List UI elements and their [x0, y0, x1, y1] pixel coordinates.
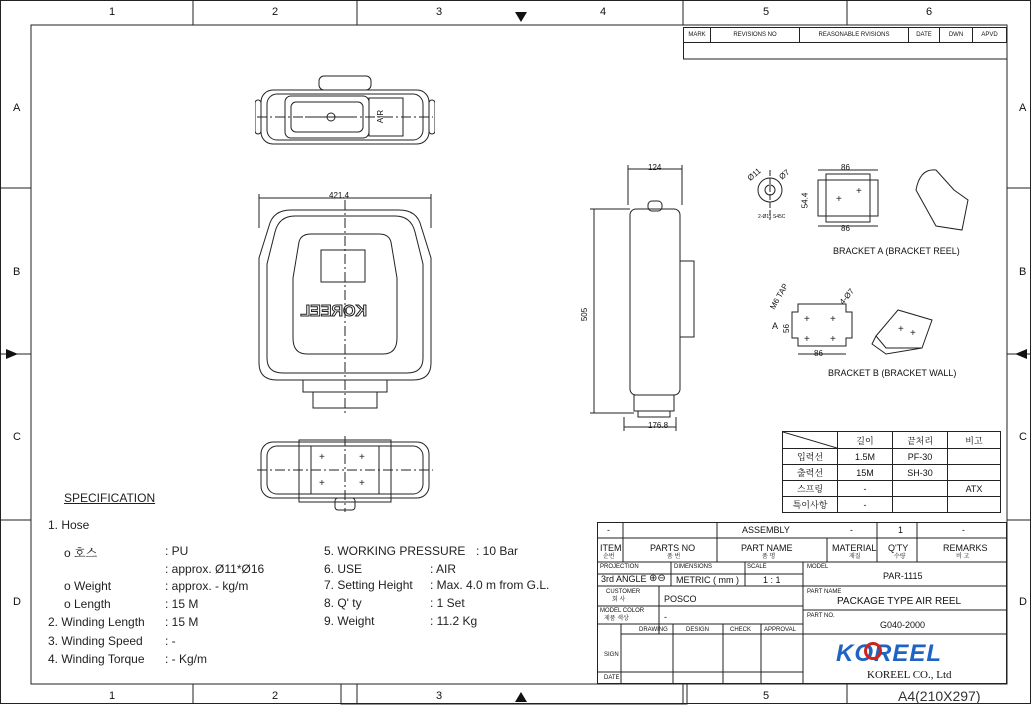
tb-part-no: PART NO. [807, 613, 835, 619]
rev-date: DATE [909, 28, 940, 43]
hose-cell [893, 481, 948, 497]
spec-title: SPECIFICATION [64, 491, 156, 505]
zone-left-c: C [13, 431, 21, 443]
tb-dash-1: - [607, 525, 610, 535]
zone-bottom-3: 3 [436, 690, 443, 702]
spec-winding-torque-label: 4. Winding Torque [48, 652, 145, 666]
tb-assembly: ASSEMBLY [742, 525, 790, 535]
tb-date: DATE [604, 675, 620, 681]
bracket-b-dim-86: 86 [814, 349, 823, 358]
hose-cell: 15M [838, 465, 893, 481]
diagonal-line [783, 432, 837, 448]
bracket-a-note: 2-Ø11 S45C [758, 214, 786, 220]
front-width-dim: 421.4 [329, 191, 350, 200]
bracket-a-dim-d7: Ø7 [777, 167, 792, 182]
koreel-logo-mark [864, 642, 882, 660]
svg-text:+: + [830, 314, 836, 325]
side-height-dim: 505 [580, 307, 590, 322]
spec-height-label: 7. Setting Height [324, 578, 413, 592]
tb-parts-no-kr: 품 번 [667, 554, 681, 560]
spec-pressure-val: : 10 Bar [476, 544, 519, 558]
hose-cell: ATX [948, 481, 1001, 497]
spec-qty-label: 8. Q' ty [324, 596, 362, 610]
koreel-logo-text: KOREEL [836, 640, 943, 667]
tb-material-kr: 재질 [849, 554, 861, 560]
tb-part-name: PART NAME [741, 543, 793, 553]
tb-dimensions: DIMENSIONS [674, 564, 713, 570]
svg-text:+: + [836, 194, 842, 205]
tb-projection: PROJECTION [600, 564, 639, 570]
bracket-b-dim-4d7: 4-Ø7 [837, 286, 857, 307]
tb-model: MODEL [807, 564, 829, 570]
tb-part-no-val: G040-2000 [880, 620, 926, 630]
rev-no: REVISIONS NO [711, 28, 800, 43]
zone-top-3: 3 [436, 6, 443, 18]
svg-text:+: + [804, 314, 810, 325]
hose-cell [948, 497, 1001, 513]
spec-winding-speed-val: : - [165, 634, 176, 648]
spec-hose-size: : approx. Ø11*Ø16 [165, 562, 265, 576]
svg-text:+: + [898, 324, 904, 335]
tb-scale: SCALE [747, 564, 767, 570]
spec-hose-kr-label: o 호스 [64, 546, 98, 560]
spec-qty-val: : 1 Set [430, 596, 465, 610]
zone-top-2: 2 [272, 6, 279, 18]
hose-table [782, 431, 1001, 513]
hose-cell: 입력선 [783, 449, 838, 465]
tb-part-name-2-val: PACKAGE TYPE AIR REEL [837, 596, 962, 607]
tb-remarks-kr: 비 고 [956, 554, 970, 560]
bracket-a-dim-86-bottom: 86 [841, 224, 850, 233]
spec-length-val: : 15 M [165, 597, 199, 611]
spec-use-val: : AIR [430, 562, 457, 576]
zone-bottom-2: 2 [272, 690, 279, 702]
spec-winding-speed-label: 3. Winding Speed [48, 634, 143, 648]
zone-left-b: B [13, 266, 21, 278]
hose-cell: 특이사항 [783, 497, 838, 513]
svg-text:+: + [830, 334, 836, 345]
tb-model-color: MODEL COLOR [600, 608, 645, 614]
hose-table-corner [783, 432, 838, 449]
tb-customer: CUSTOMER [606, 589, 641, 595]
tb-model-color-kr: 제품 색상 [604, 616, 629, 622]
side-bottom-dim: 176.8 [648, 421, 669, 430]
tb-model-color-val: - [664, 612, 667, 622]
tb-sign: SIGN [604, 652, 619, 658]
hose-cell: 출력선 [783, 465, 838, 481]
zone-top-4: 4 [600, 6, 607, 18]
svg-text:+: + [804, 334, 810, 345]
zone-left-d: D [13, 596, 21, 608]
tb-dash-3: - [962, 525, 965, 535]
bracket-a-dim-d11: Ø11 [745, 166, 763, 183]
spec-winding-torque-val: : - Kg/m [165, 652, 208, 666]
bracket-a-caption: BRACKET A (BRACKET REEL) [833, 246, 960, 256]
tb-qty: Q'TY [888, 543, 909, 553]
tb-parts-no: PARTS NO [650, 543, 696, 553]
tb-drawing: DRAWING [639, 627, 668, 633]
zone-top-1: 1 [109, 6, 116, 18]
spec-hose-kr-val: : PU [165, 544, 189, 558]
rev-mark: MARK [684, 28, 711, 43]
hose-cell [948, 465, 1001, 481]
tb-part-name-kr: 품 명 [762, 554, 776, 560]
tb-material: MATERIAL [832, 543, 877, 553]
spec-winding-length-val: : 15 M [165, 615, 199, 629]
hose-header-remark: 비고 [948, 432, 1001, 449]
koreel-logo [836, 640, 942, 668]
svg-text:+: + [319, 452, 325, 463]
rev-apvd: APVD [973, 28, 1007, 43]
hose-cell: - [838, 497, 893, 513]
bracket-b-dim-m6: M6 TAP [768, 282, 791, 311]
tb-qty-kr: 수량 [894, 554, 906, 560]
tb-item-kr: 순번 [603, 554, 615, 560]
company-name: KOREEL CO., Ltd [867, 669, 952, 681]
svg-text:+: + [359, 478, 365, 489]
side-view-drawing [590, 165, 720, 435]
tb-dash-2: - [850, 525, 853, 535]
tb-part-name-2: PART NAME [807, 589, 842, 595]
bracket-a-dim-86-top: 86 [841, 163, 850, 172]
tb-design: DESIGN [686, 627, 710, 633]
bracket-a-dim-54: 54.4 [800, 192, 810, 209]
tb-one: 1 [898, 525, 904, 535]
spec-winding-length-label: 2. Winding Length [48, 615, 145, 629]
front-view-drawing [255, 188, 435, 413]
zone-top-5: 5 [763, 6, 770, 18]
hose-header-length: 길이 [838, 432, 893, 449]
tb-customer-kr: 회 사 [612, 597, 626, 603]
mirrored-logo: KOREEL [300, 303, 367, 320]
zone-top-6: 6 [926, 6, 933, 18]
zone-right-d: D [1019, 596, 1027, 608]
tb-item: ITEM [600, 543, 622, 553]
hose-cell: SH-30 [893, 465, 948, 481]
bracket-b-caption: BRACKET B (BRACKET WALL) [828, 368, 957, 378]
bracket-a-drawing [740, 160, 980, 250]
zone-bottom-5: 5 [763, 690, 770, 702]
bracket-b-drawing [780, 290, 980, 360]
tb-check: CHECK [730, 627, 752, 633]
zone-right-a: A [1019, 102, 1027, 114]
paper-size: A4(210X297) [898, 688, 981, 704]
air-label-top: AIR [376, 109, 386, 124]
tb-projection-val: 3rd ANGLE [601, 574, 647, 584]
spec-weight-val: : approx. - kg/m [165, 579, 249, 593]
revision-lines [683, 41, 1007, 61]
side-top-dim: 124 [648, 163, 662, 172]
svg-text:+: + [910, 328, 916, 339]
spec-wt-label: 9. Weight [324, 614, 375, 628]
zone-right-c: C [1019, 431, 1027, 443]
tb-model-val: PAR-1115 [883, 571, 923, 581]
spec-use-label: 6. USE [324, 562, 363, 576]
hose-cell: 1.5M [838, 449, 893, 465]
tb-dimensions-val: METRIC ( mm ) [676, 575, 739, 585]
rev-reasonable: REASONABLE RVISIONS [800, 28, 909, 43]
zone-right-b: B [1019, 266, 1027, 278]
spec-hose: 1. Hose [48, 518, 90, 532]
svg-text:+: + [359, 452, 365, 463]
spec-height-val: : Max. 4.0 m from G.L. [430, 578, 550, 592]
tb-approval: APPROVAL [764, 627, 796, 633]
svg-text:+: + [856, 186, 862, 197]
hose-cell [893, 497, 948, 513]
bracket-b-label-a: A [772, 321, 779, 331]
hose-header-end: 끝처리 [893, 432, 948, 449]
top-view-drawing [255, 72, 435, 152]
spec-length-label: o Length [64, 597, 111, 611]
svg-text:+: + [319, 478, 325, 489]
hose-cell: PF-30 [893, 449, 948, 465]
bottom-view-drawing [255, 436, 435, 516]
bracket-b-dim-56: 56 [781, 324, 791, 333]
rev-dwn: DWN [940, 28, 973, 43]
zone-bottom-1: 1 [109, 690, 116, 702]
hose-cell: - [838, 481, 893, 497]
tb-scale-val: 1 : 1 [763, 575, 781, 585]
spec-weight-label: o Weight [64, 579, 112, 593]
hose-cell: 스프링 [783, 481, 838, 497]
tb-customer-val: POSCO [664, 594, 697, 604]
spec-wt-val: : 11.2 Kg [430, 614, 478, 628]
spec-pressure-label: 5. WORKING PRESSURE [324, 544, 466, 558]
hose-cell [948, 449, 1001, 465]
tb-remarks: REMARKS [943, 543, 988, 553]
third-angle-icon: ⊕⊖ [649, 573, 666, 584]
zone-left-a: A [13, 102, 21, 114]
